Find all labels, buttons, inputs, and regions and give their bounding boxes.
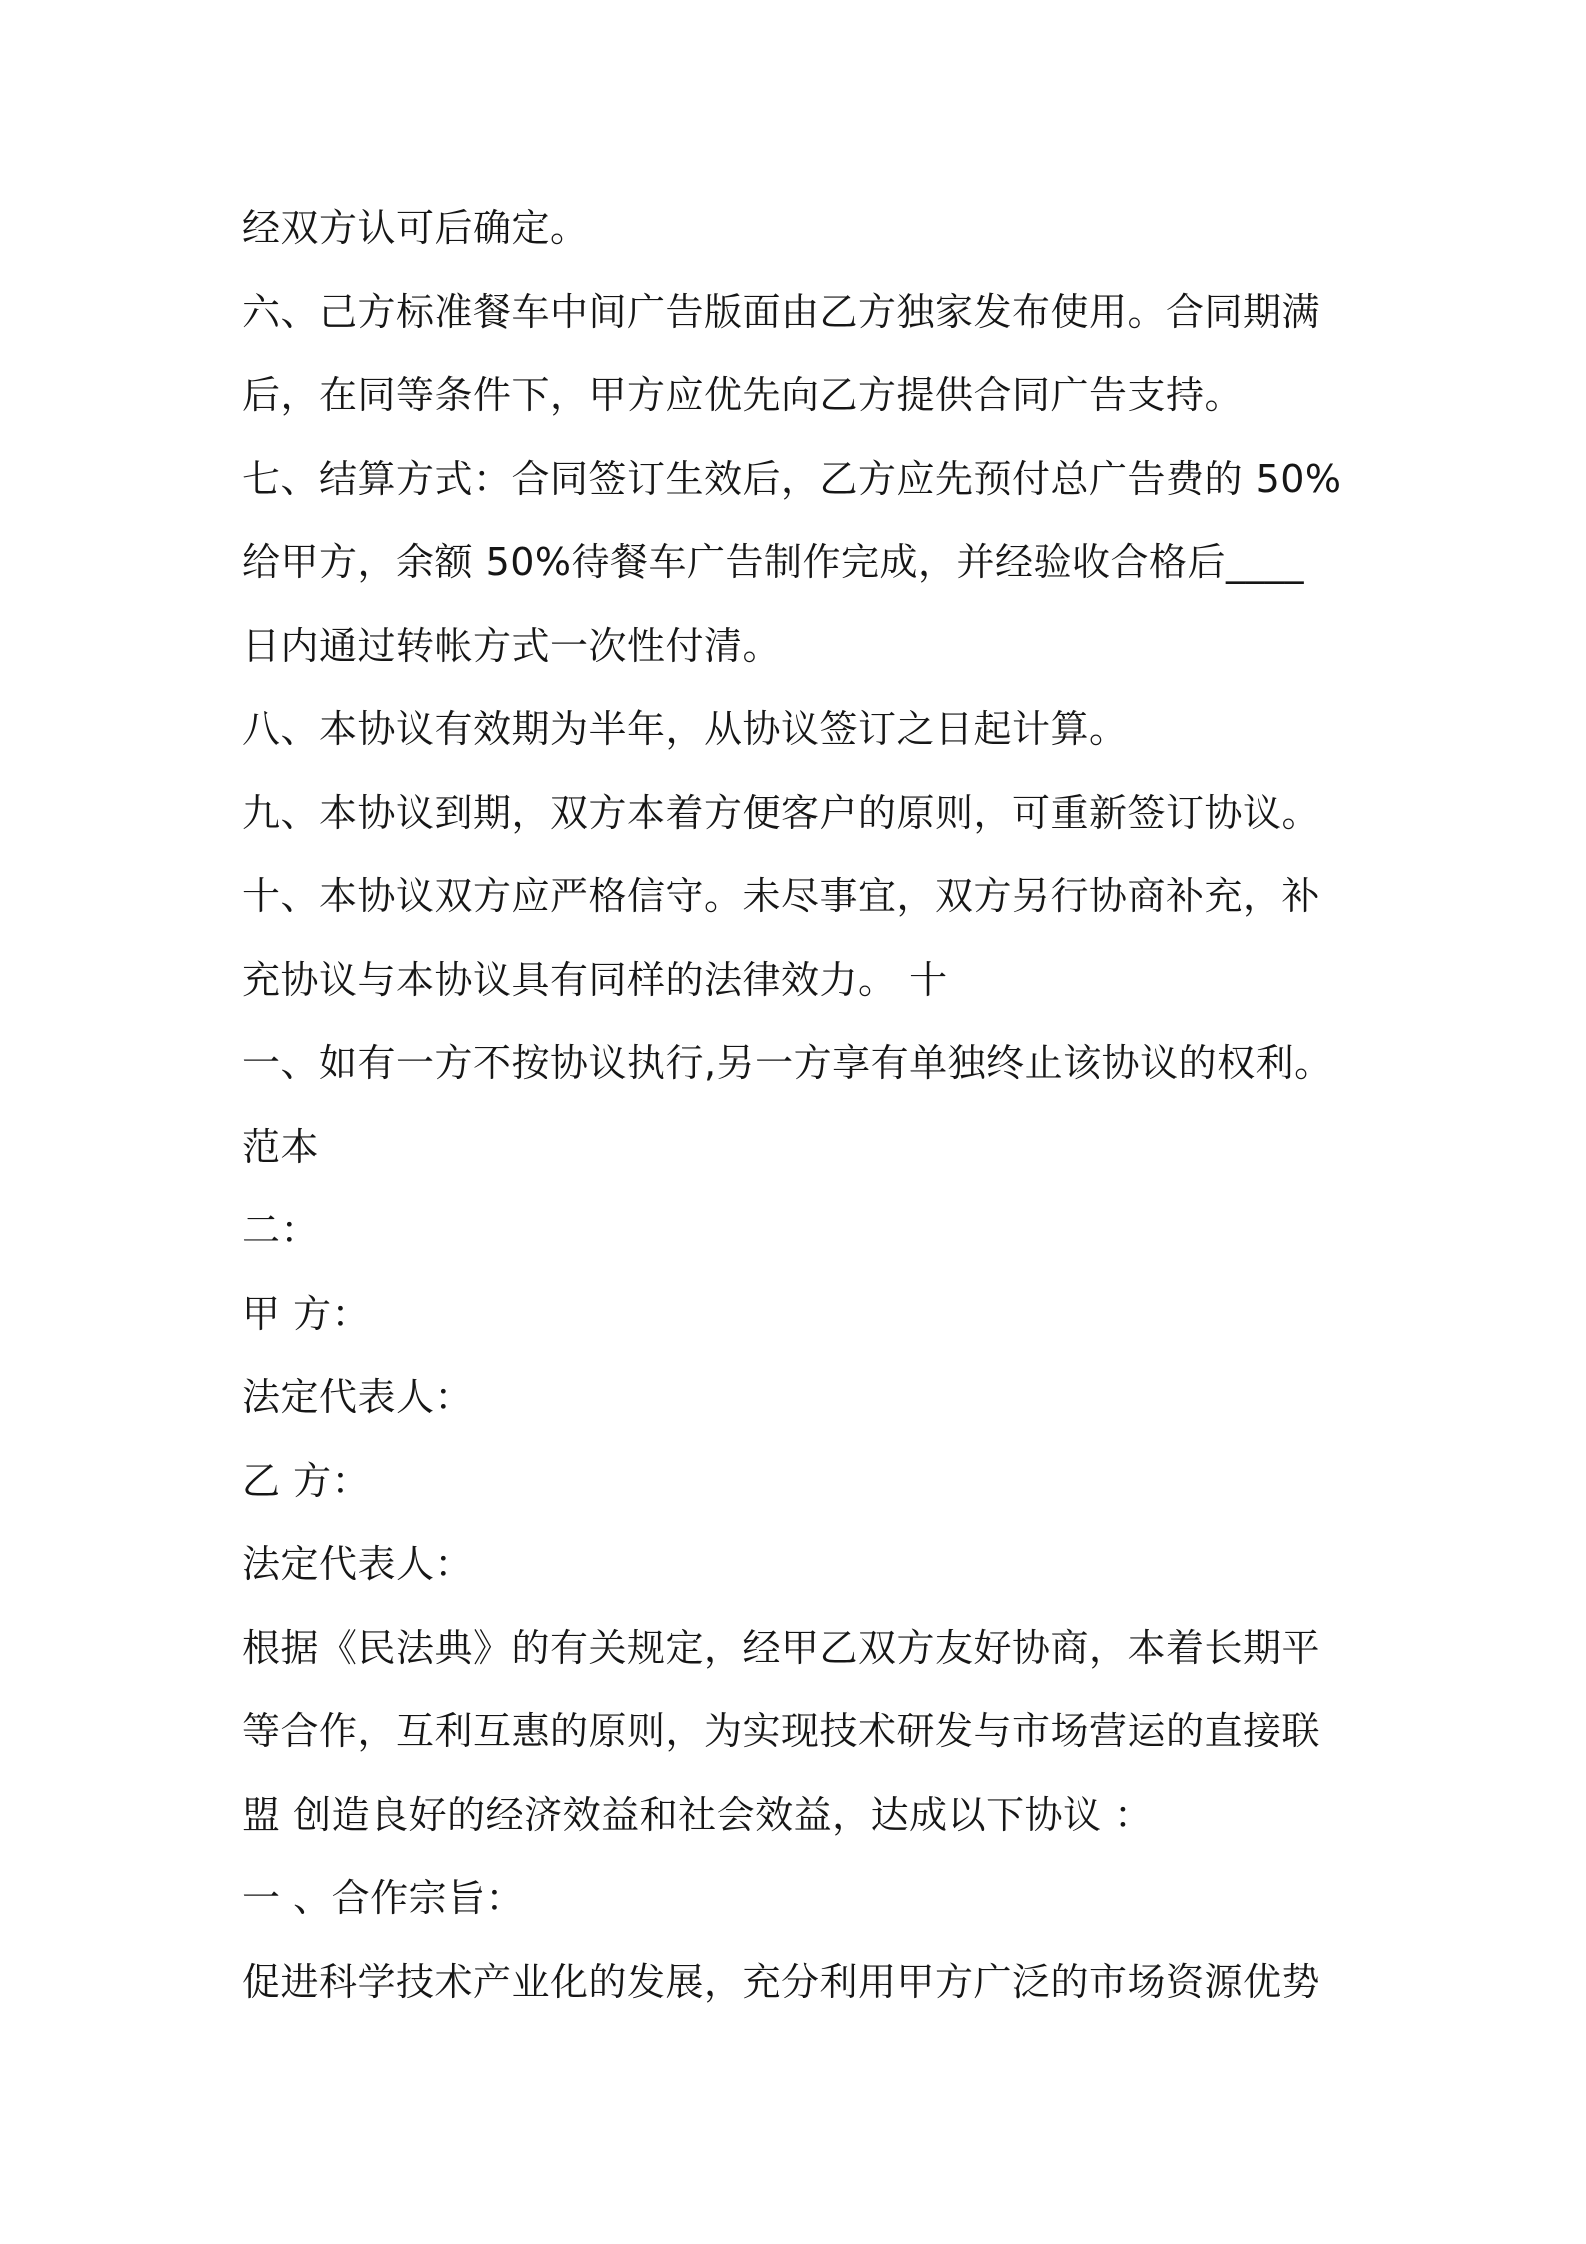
text-line: 一 、合作宗旨： <box>242 1876 525 1920</box>
text-line: 法定代表人： <box>242 1375 474 1419</box>
text-line: 根据《民法典》的有关规定，经甲乙双方友好协商，本着长期平 <box>242 1625 1321 1670</box>
text-line: 七、结算方式：合同签订生效后，乙方应先预付总广告费的 50% <box>242 456 1342 501</box>
text-line: 法定代表人： <box>242 1542 474 1586</box>
text-line: 八、本协议有效期为半年，从协议签订之日起计算。 <box>242 707 1128 751</box>
text-line: 后，在同等条件下，甲方应优先向乙方提供合同广告支持。 <box>242 373 1244 417</box>
text-line: 六、己方标准餐车中间广告版面由乙方独家发布使用。合同期满 <box>242 289 1321 334</box>
text-line: 给甲方，余额 50%待餐车广告制作完成，并经验收合格后____ <box>242 540 1305 584</box>
text-line: 等合作，互利互惠的原则，为实现技术研发与市场营运的直接联 <box>242 1709 1321 1753</box>
text-line: 盟 创造良好的经济效益和社会效益，达成以下协议 ： <box>242 1792 1153 1837</box>
text-line: 乙 方： <box>242 1458 371 1503</box>
text-line: 九、本协议到期，双方本着方便客户的原则，可重新签订协议。 <box>242 790 1321 835</box>
text-line: 充协议与本协议具有同样的法律效力。 十 <box>242 957 948 1002</box>
text-line: 促进科学技术产业化的发展，充分利用甲方广泛的市场资源优势 <box>242 1959 1321 2004</box>
document-body <box>242 196 1360 2033</box>
text-line: 甲 方： <box>242 1291 371 1336</box>
text-line: 十、本协议双方应严格信守。未尽事宜，双方另行协商补充，补 <box>242 874 1321 918</box>
text-line: 范本 <box>242 1124 320 1169</box>
text-line: 一、如有一方不按协议执行,另一方享有单独终止该协议的权利。 <box>242 1041 1333 1085</box>
text-line: 日内通过转帐方式一次性付清。 <box>242 623 782 668</box>
text-line: 经双方认可后确定。 <box>242 206 589 250</box>
text-line: 二： <box>242 1208 320 1252</box>
